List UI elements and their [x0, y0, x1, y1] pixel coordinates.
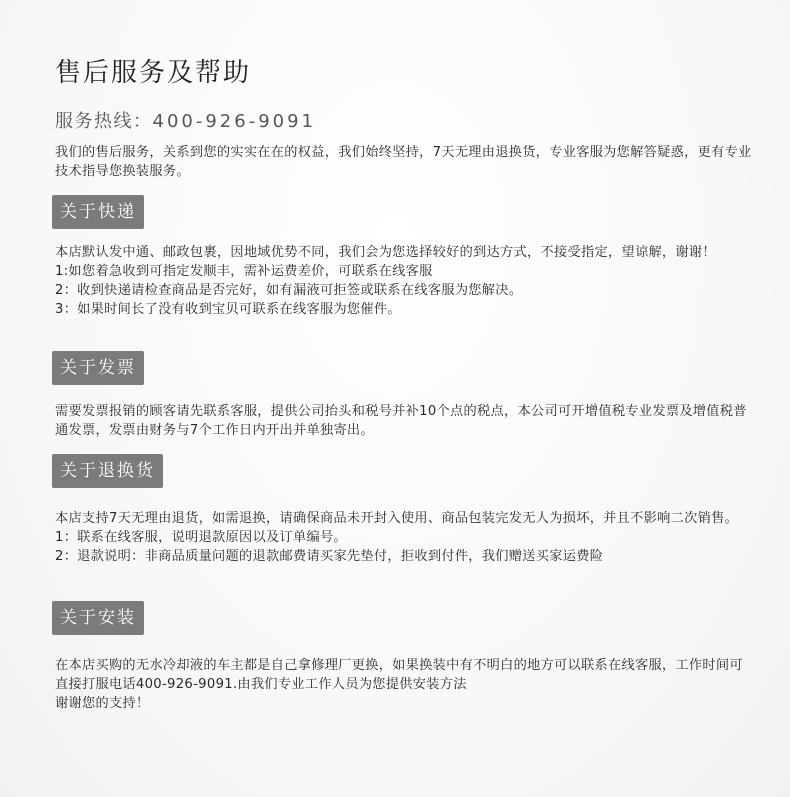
intro-paragraph: 我们的售后服务，关系到您的实实在在的权益，我们始终坚持，7天无理由退换货，专业客服为您解答疑惑，更有专业技术指导您换装服务。 [55, 145, 752, 179]
page-title: 售后服务及帮助 [55, 58, 252, 88]
express-line: 2：收到快递请检查商品是否完好，如有漏液可拒签或联系在线客服为您解决。 [55, 283, 523, 298]
invoice-line: 需要发票报销的顾客请先联系客服，提供公司抬头和税号并补10个点的税点，本公司可开增值税专业发票及增值税普通发票，发票由财务与7个工作日内开出并单独寄出。 [55, 404, 747, 438]
express-line: 1:如您着急收到可指定发顺丰，需补运费差价，可联系在线客服 [55, 264, 433, 279]
section-heading-installation: 关于安装 [52, 601, 144, 635]
returns-line: 1：联系在线客服，说明退款原因以及订单编号。 [55, 530, 347, 545]
installation-line: 在本店买购的无水冷却液的车主都是自己拿修理厂更换，如果换装中有不明白的地方可以联系在线客服，工作时间可直接打服电话400-926-9091.由我们专业工作人员为您提供安装方法 [55, 658, 743, 692]
hotline-label: 服务热线： [55, 111, 153, 132]
section-body-installation [55, 656, 755, 713]
section-heading-invoice: 关于发票 [52, 351, 144, 385]
section-heading-express: 关于快递 [52, 195, 144, 229]
installation-line: 谢谢您的支持！ [55, 696, 150, 711]
section-body-express [55, 243, 755, 319]
returns-line: 2：退款说明：非商品质量问题的退款邮费请买家先垫付，拒收到付件，我们赠送买家运费险 [55, 549, 604, 564]
hotline-number: 400-926-9091 [152, 111, 317, 132]
express-line: 3：如果时间长了没有收到宝贝可联系在线客服为您催件。 [55, 302, 401, 317]
section-body-invoice [55, 402, 755, 440]
section-body-returns [55, 509, 755, 566]
section-heading-returns: 关于退换货 [52, 454, 163, 488]
express-line: 本店默认发中通、邮政包裹，因地域优势不同，我们会为您选择较好的到达方式，不接受指定，望谅解，谢谢！ [55, 245, 716, 260]
returns-line: 本店支持7天无理由退货，如需退换，请确保商品未开封入使用、商品包装完发无人为损坏，并且不影响二次销售。 [55, 511, 739, 526]
service-hotline [55, 107, 316, 133]
